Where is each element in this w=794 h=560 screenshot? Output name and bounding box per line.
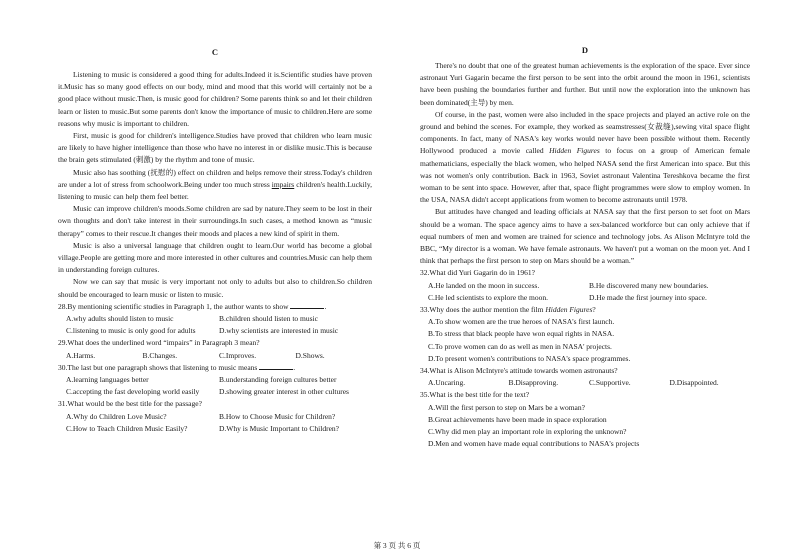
option-d[interactable]: D.To present women's contributions to NASA's space programmes.	[428, 353, 631, 363]
passage-c-paragraph-1: Listening to music is considered a good thing for adults.Indeed it is.Scientific studies have proven it.Music has so many good effects on our body, mind and mood that this world will certainly not be a good place without music.Then, is music good for children? Some parents think so and let their children learn or listen to music.But some parents don't know the importance of music to children.Here are some reasons why music is important to children.	[58, 70, 372, 128]
question-33-stem	[420, 304, 750, 316]
option-c[interactable]: C.To prove women can do as well as men in NASA' projects.	[428, 341, 612, 351]
option-b[interactable]: B.Disapproving.	[508, 378, 559, 388]
passage-c-paragraph-6: Now we can say that music is very important not only to adults but also to children.So children should be encouraged to learn music or listen to music.	[58, 277, 372, 299]
passage-d-paragraph-2	[420, 109, 750, 207]
question-30-text: 30.The last but one paragraph shows that listening to music means	[58, 362, 260, 372]
underlined-word: impairs	[271, 179, 295, 189]
option-b[interactable]: B.understanding foreign cultures better	[219, 375, 337, 385]
option-b[interactable]: B.children should listen to music	[219, 314, 318, 324]
passage-c-paragraph-5: Music is also a universal language that children ought to learn.Our world has become a global village.People are getting more and more interested in other cultures and countries.Music can help them in understanding foreign cultures.	[58, 240, 372, 275]
answer-blank	[259, 362, 296, 372]
passage-c-paragraph-3	[58, 167, 372, 204]
question-30-period: .	[293, 362, 296, 372]
passage-c-paragraph-2: First, music is good for children's intelligence.Studies have proved that children who learn music are likely to have higher intelligence than those who have no interest in or dislike music.This is because the brain gets stimulated (刺激) by the rhythm and tone of music.	[58, 131, 372, 165]
option-a[interactable]: A.why adults should listen to music	[66, 314, 174, 324]
option-a[interactable]: A.Uncaring.	[428, 378, 466, 388]
option-d[interactable]: D.He made the first journey into space.	[589, 292, 707, 302]
paragraph-3-text-before: Music also has soothing (抚慰的) effect on children and helps remove their stress.Today's children are under a lot of stress from schoolwork.Being under too much stress	[58, 167, 372, 189]
question-30-options-row-2	[58, 386, 372, 398]
option-d[interactable]: D.why scientists are interested in music	[219, 326, 339, 336]
question-34-stem: 34.What is Alison McIntyre's attitude towards women astronauts?	[420, 366, 618, 376]
option-c[interactable]: C.Why did men play an important role in exploring the unknown?	[428, 427, 627, 437]
question-30-options-row-1	[58, 374, 372, 386]
question-32-options-row-2	[420, 292, 750, 304]
option-d[interactable]: D.Men and women have made equal contributions to NASA's projects	[428, 439, 640, 449]
question-33-text: 33.Why does the author mention the film	[420, 305, 546, 315]
option-a[interactable]: A.He landed on the moon in success.	[428, 280, 540, 290]
option-c[interactable]: C.How to Teach Children Music Easily?	[66, 423, 188, 433]
passage-d-paragraph-3: But attitudes have changed and leading officials at NASA say that the first person to set foot on Mars should be a woman. The space agency aims to have a sex-balanced workforce but can only achieve that if equal numbers of men and women are trained for science and technology jobs. As Alison McIntyre told the BBC, “My director is a woman. We have female astronauts. We haven't put a woman on the moon yet. And I think that perhaps the first person to step on Mars should be a woman.”	[420, 207, 750, 266]
option-c[interactable]: C.listening to music is only good for adults	[66, 326, 196, 336]
option-c[interactable]: C.He led scientists to explore the moon.	[428, 292, 548, 302]
passage-c-column	[58, 0, 372, 435]
option-d[interactable]: D.showing greater interest in other cultures	[219, 387, 349, 397]
option-a[interactable]: A.To show women are the true heroes of NASA's first launch.	[428, 317, 615, 327]
question-31-stem: 31.What would be the best title for the passage?	[58, 399, 202, 409]
passage-d-heading: D	[581, 45, 589, 55]
question-32-options-row-1	[420, 280, 750, 292]
question-28-options-row-2	[58, 325, 372, 337]
paragraph-2-text-before: Of course, in the past, women were also included in the space projects and played an active role on the ground and behind the scenes. For example, they worked as seamstresses(女裁缝),sewing vital space flight components. In fact, many of NASA's key works would never have been possible without them. Recently Hollywood produced a movie called	[420, 109, 750, 156]
question-28-text: 28.By mentioning scientific studies in Paragraph 1, the author wants to show	[58, 301, 291, 311]
option-b[interactable]: B.Great achievements have been made in space exploration	[428, 414, 607, 424]
question-33-mark: ?	[592, 305, 596, 315]
option-d[interactable]: D.Shows.	[295, 350, 325, 360]
question-29-stem: 29.What does the underlined word “impairs” in Paragraph 3 mean?	[58, 338, 260, 348]
option-a[interactable]: A.Harms.	[66, 350, 96, 360]
paragraph-2-text-after: to focus on a group of American female mathematicians, especially the black women, who helped NASA send the first American into space. But this was not women's only contribution. Back in 1963, Soviet astronaut Valentina Tereshkova became the first woman to be sent into space. However, after that, space flight programmes were slow to employ women. In the USA, NASA didn't accept applications from women to become astronauts until 1978.	[420, 146, 750, 205]
question-28-options-row-1	[58, 313, 372, 325]
option-b[interactable]: B.Changes.	[142, 350, 178, 360]
question-28-period: .	[324, 301, 327, 311]
option-b[interactable]: B.How to Choose Music for Children?	[219, 411, 336, 421]
answer-blank	[290, 301, 327, 311]
passage-c-paragraph-4: Music can improve children's moods.Some children are sad by nature.They seem to be lost in their own thoughts and don't take interest in their surroundings.In such cases, a method known as “music therapy” comes to their rescue.It changes their moods and places a new kind of spirit in them.	[58, 204, 372, 238]
film-title: Hidden Figures	[549, 146, 600, 156]
option-a[interactable]: A.learning languages better	[66, 375, 149, 385]
option-c[interactable]: C.accepting the fast developing world easily	[66, 387, 200, 397]
option-d[interactable]: D.Why is Music Important to Children?	[219, 423, 339, 433]
option-a[interactable]: A.Will the first person to step on Mars be a woman?	[428, 402, 585, 412]
question-32-stem: 32.What did Yuri Gagarin do in 1961?	[420, 268, 535, 278]
option-c[interactable]: C.Improves.	[219, 350, 257, 360]
question-34-options-row	[420, 377, 750, 389]
option-b[interactable]: B.To stress that black people have won equal rights in NASA.	[428, 329, 615, 339]
passage-d-column	[420, 0, 750, 451]
question-31-options-row-2	[58, 423, 372, 435]
option-d[interactable]: D.Disappointed.	[669, 378, 719, 388]
question-30-stem	[58, 362, 372, 374]
passage-d-paragraph-1: There's no doubt that one of the greatest human achievements is the exploration of the space. Ever since astronaut Yuri Gagarin became the first person to be sent into the orbit around the moon in 1961, scientists have been pushing the boundaries further and further. But until now the exploration into the unknown has been dominated(主导) by men.	[420, 61, 750, 107]
film-title: Hidden Figures	[545, 305, 593, 315]
option-c[interactable]: C.Supportive.	[589, 378, 631, 388]
passage-c-heading: C	[211, 47, 219, 57]
option-b[interactable]: B.He discovered many new boundaries.	[589, 280, 709, 290]
option-a[interactable]: A.Why do Children Love Music?	[66, 411, 167, 421]
question-29-options-row	[58, 350, 372, 362]
question-35-stem: 35.What is the best title for the text?	[420, 390, 530, 400]
question-31-options-row-1	[58, 411, 372, 423]
page-number-footer: 第 3 页 共 6 页	[373, 541, 421, 550]
paragraph-3-text-after: children's health.Luckily, listening to music can help them feel better.	[58, 179, 372, 202]
question-28-stem	[58, 301, 372, 313]
